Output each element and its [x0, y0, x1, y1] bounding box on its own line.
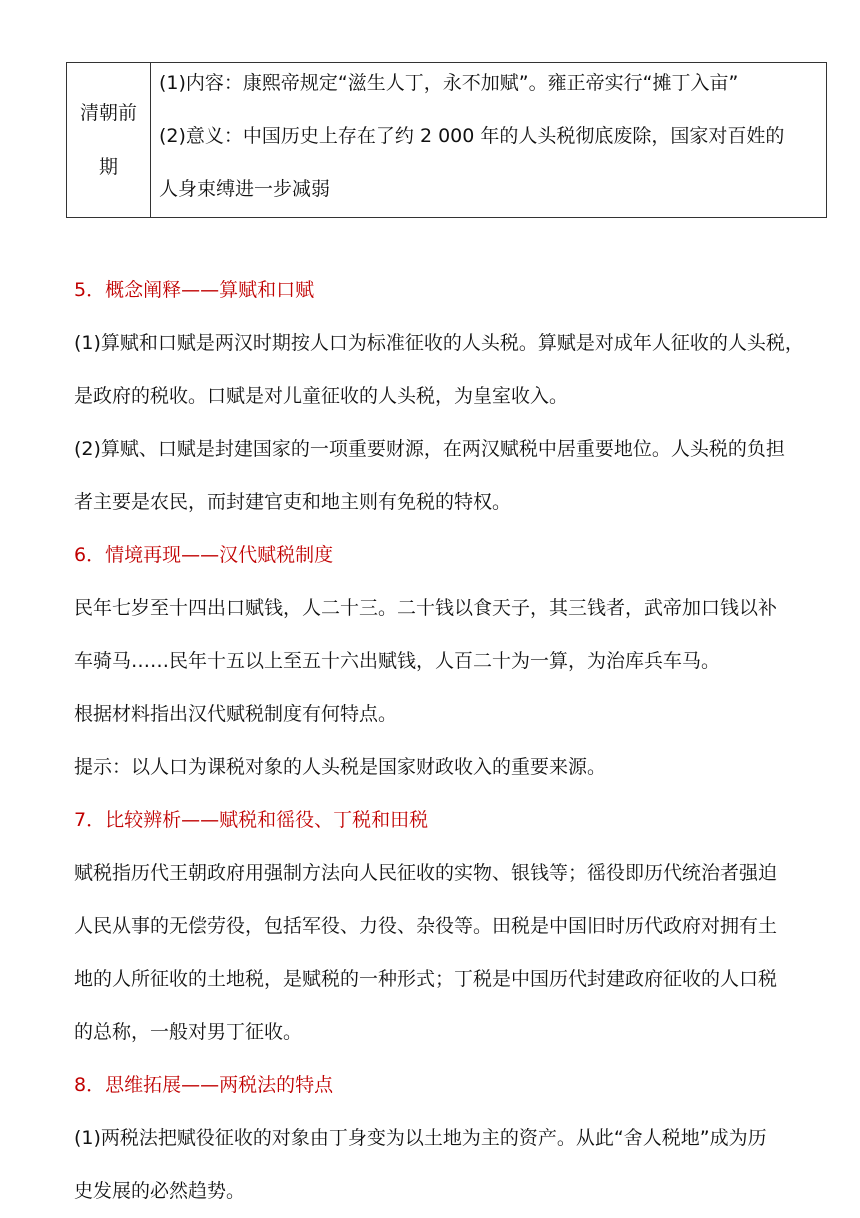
- section-heading: 7．比较辨析——赋税和徭役、丁税和田税: [74, 809, 429, 831]
- policy-table: [66, 62, 827, 218]
- paragraph-line: 史发展的必然趋势。: [74, 1180, 246, 1202]
- paragraph-line: 地的人所征收的土地税，是赋税的一种形式；丁税是中国历代封建政府征收的人口税: [74, 968, 778, 990]
- document-body: [74, 264, 844, 1218]
- table-row-label: 清朝前期: [79, 102, 137, 178]
- paragraph-line: 是政府的税收。口赋是对儿童征收的人头税，为皇室收入。: [74, 385, 569, 407]
- section-heading: 8．思维拓展——两税法的特点: [74, 1074, 334, 1096]
- paragraph-line: 根据材料指出汉代赋税制度有何特点。: [74, 703, 398, 725]
- paragraph-line: 人民从事的无偿劳役，包括军役、力役、杂役等。田税是中国旧时历代政府对拥有土: [74, 915, 778, 937]
- paragraph-line: (1)两税法把赋役征收的对象由丁身变为以土地为主的资产。从此“舍人税地”成为历: [74, 1127, 767, 1149]
- table-content-cell: [151, 63, 826, 217]
- paragraph-line: 的总称，一般对男丁征收。: [74, 1021, 303, 1043]
- paragraph-line: 民年七岁至十四出口赋钱，人二十三。二十钱以食天子，其三钱者，武帝加口钱以补: [74, 597, 778, 619]
- section-heading: 6．情境再现——汉代赋税制度: [74, 544, 334, 566]
- table-row-label-cell: [67, 63, 151, 217]
- paragraph-line: 提示：以人口为课税对象的人头税是国家财政收入的重要来源。: [74, 756, 607, 778]
- section-heading: 5．概念阐释——算赋和口赋: [74, 279, 315, 301]
- paragraph-line: (2)算赋、口赋是封建国家的一项重要财源，在两汉赋税中居重要地位。人头税的负担: [74, 438, 785, 460]
- table-content-line: 人身束缚进一步减弱: [159, 178, 331, 200]
- paragraph-line: (1)算赋和口赋是两汉时期按人口为标准征收的人头税。算赋是对成年人征收的人头税，: [74, 332, 804, 354]
- paragraph-line: 者主要是农民，而封建官吏和地主则有免税的特权。: [74, 491, 512, 513]
- paragraph-line: 车骑马……民年十五以上至五十六出赋钱，人百二十为一算，为治库兵车马。: [74, 650, 721, 672]
- paragraph-line: 赋税指历代王朝政府用强制方法向人民征收的实物、银钱等；徭役即历代统治者强迫: [74, 862, 778, 884]
- table-content-line: (2)意义：中国历史上存在了约 2 000 年的人头税彻底废除，国家对百姓的: [159, 125, 785, 147]
- table-content-line: (1)内容：康熙帝规定“滋生人丁，永不加赋”。雍正帝实行“摊丁入亩”: [159, 72, 739, 94]
